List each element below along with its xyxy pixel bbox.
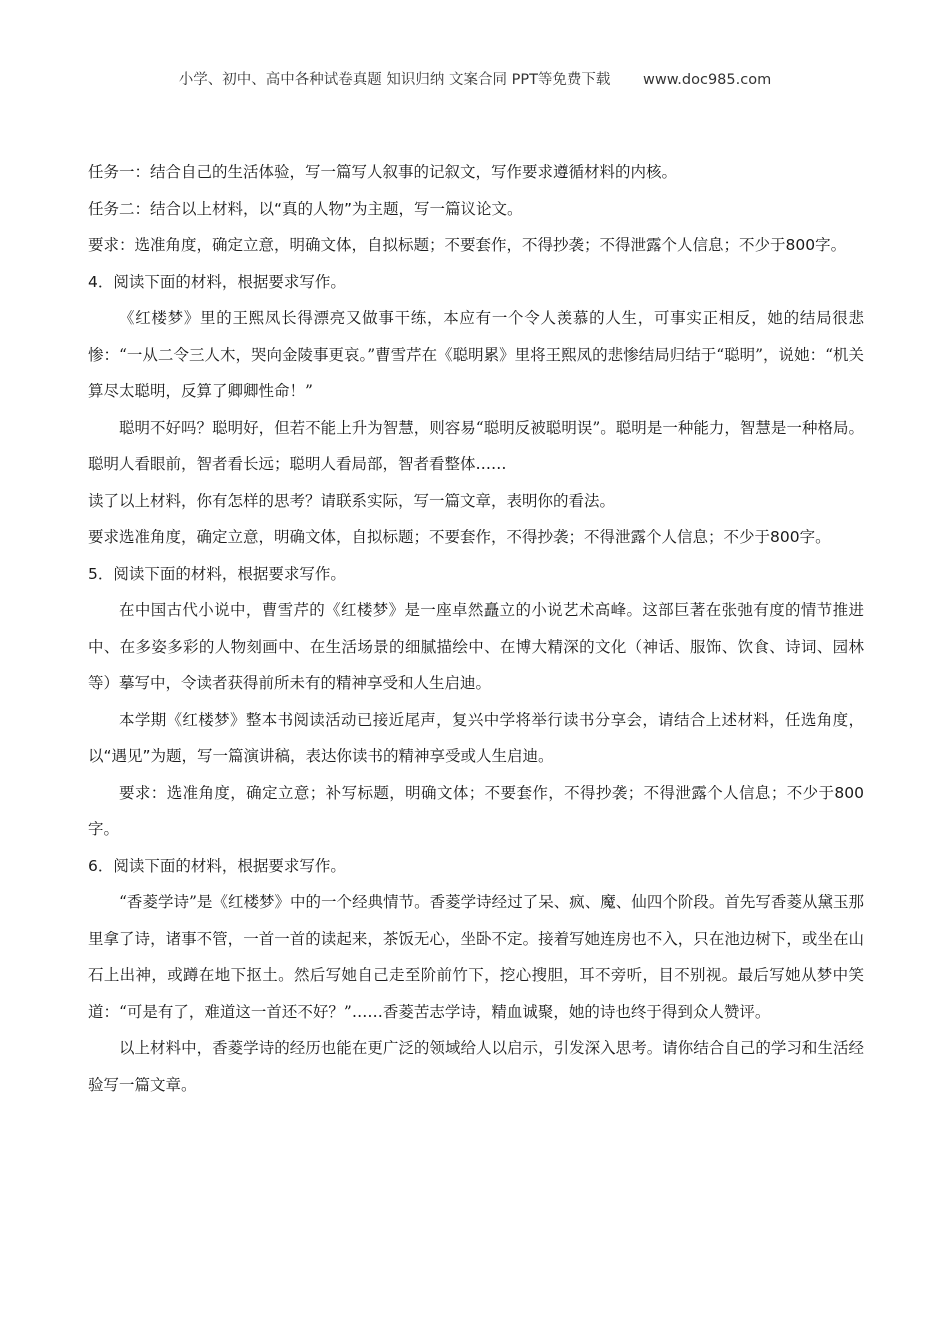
question-4-requirement: 要求选准角度，确定立意，明确文体，自拟标题；不要套作，不得抄袭；不得泄露个人信息；不少于800字。 — [88, 528, 831, 546]
question-6-heading: 6．阅读下面的材料，根据要求写作。 — [88, 856, 346, 875]
task-two-text: 任务二：结合以上材料，以“真的人物”为主题，写一篇议论文。 — [88, 199, 523, 218]
question-4-prompt: 读了以上材料，你有怎样的思考？请联系实际，写一篇文章，表明你的看法。 — [88, 491, 616, 510]
document-body — [88, 154, 864, 1103]
header-text: 小学、初中、高中各种试卷真题 知识归纳 文案合同 PPT等免费下载 — [178, 72, 611, 88]
page-header — [0, 68, 950, 89]
question-5-material: 在中国古代小说中，曹雪芹的《红楼梦》是一座卓然矗立的小说艺术高峰。这部巨著在张弛有度的情节推进中、在多姿多彩的人物刻画中、在生活场景的细腻描绘中、在博大精深的文化（神话、服饰、饮食、诗词、园林等）摹写中，令读者获得前所未有的精神享受和人生启迪。 — [88, 601, 864, 692]
question-6-material: “香菱学诗”是《红楼梦》中的一个经典情节。香菱学诗经过了呆、疯、魔、仙四个阶段。首先写香菱从黛玉那里拿了诗，诸事不管，一首一首的读起来，茶饭无心，坐卧不定。接着写她连房也不入，只在池边树下，或坐在山石上出神，或蹲在地下抠土。然后写她自己走至阶前竹下，挖心搜胆，耳不旁听，目不别视。最后写她从梦中笑道：“可是有了，难道这一首还不好？”……香菱苦志学诗，精血诚聚，她的诗也终于得到众人赞评。 — [88, 893, 864, 1021]
task-one-text: 任务一：结合自己的生活体验，写一篇写人叙事的记叙文，写作要求遵循材料的内核。 — [88, 163, 678, 181]
question-5-requirement: 要求：选准角度，确定立意；补写标题，明确文体；不要套作，不得抄袭；不得泄露个人信息；不少于800字。 — [88, 783, 864, 838]
header-url[interactable]: www.doc985.com — [643, 72, 772, 88]
requirement-text: 要求：选准角度，确定立意，明确文体，自拟标题；不要套作，不得抄袭；不得泄露个人信息；不少于800字。 — [88, 236, 847, 254]
question-4-material-1: 《红楼梦》里的王熙凤长得漂亮又做事干练，本应有一个令人羡慕的人生，可事实正相反，她的结局很悲惨：“一从二令三人木，哭向金陵事更哀。”曹雪芹在《聪明累》里将王熙凤的悲惨结局归结于“聪明”，说她：“机关算尽太聪明，反算了卿卿性命！” — [88, 309, 864, 400]
question-5-heading: 5．阅读下面的材料，根据要求写作。 — [88, 564, 346, 583]
question-5-prompt: 本学期《红楼梦》整本书阅读活动已接近尾声，复兴中学将举行读书分享会，请结合上述材料，任选角度，以“遇见”为题，写一篇演讲稿，表达你读书的精神享受或人生启迪。 — [88, 710, 864, 765]
question-4-heading: 4．阅读下面的材料，根据要求写作。 — [88, 272, 346, 291]
question-6-prompt: 以上材料中，香菱学诗的经历也能在更广泛的领域给人以启示，引发深入思考。请你结合自己的学习和生活经验写一篇文章。 — [88, 1039, 864, 1094]
question-4-material-2: 聪明不好吗？聪明好，但若不能上升为智慧，则容易“聪明反被聪明误”。聪明是一种能力，智慧是一种格局。聪明人看眼前，智者看长远；聪明人看局部，智者看整体…… — [88, 418, 864, 473]
